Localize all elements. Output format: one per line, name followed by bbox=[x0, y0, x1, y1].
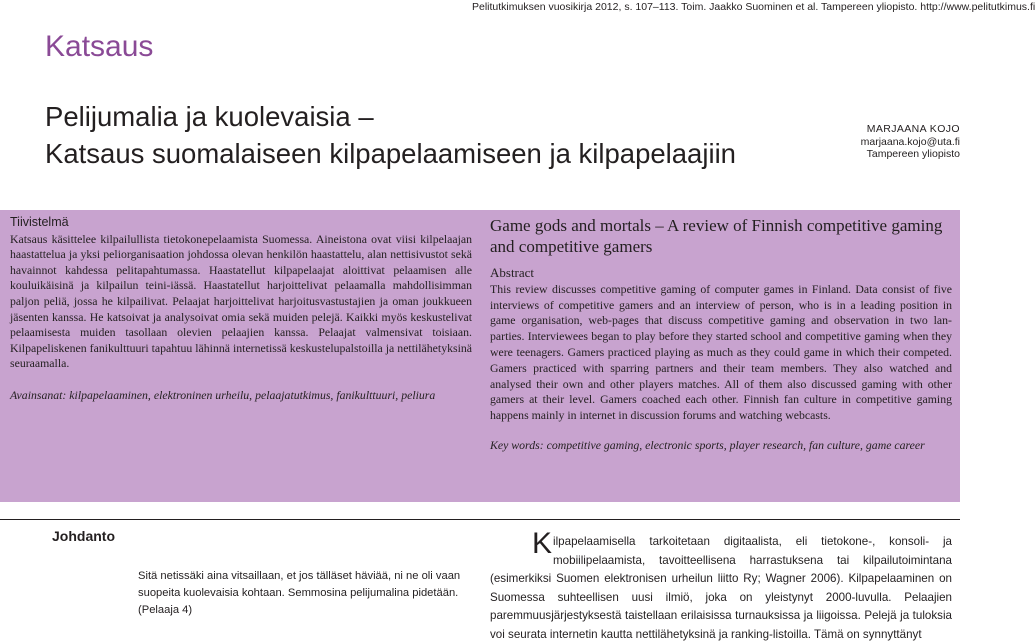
author-affiliation: Tampereen yliopisto bbox=[866, 148, 960, 160]
quote-line-1: Sitä netissäki aina vitsaillaan, et jos tälläset häviää, ni ne oli vaan bbox=[138, 570, 461, 582]
author-block bbox=[720, 123, 960, 161]
drop-cap: K bbox=[532, 527, 553, 560]
quote-attribution: (Pelaaja 4) bbox=[138, 604, 193, 616]
abstract-en-heading: Abstract bbox=[490, 265, 535, 280]
intro-body bbox=[490, 527, 952, 644]
english-title: Game gods and mortals – A review of Finnish competitive gaming and competitive gamers bbox=[490, 216, 943, 256]
author-email: marjaana.kojo@uta.fi bbox=[860, 135, 960, 148]
intro-heading: Johdanto bbox=[52, 528, 115, 544]
intro-body-text: ilpapelaamisella tarkoitetaan digitaalista, eli tietokone-, konsoli- ja mobiilipelaamista, tavoitteellisena harrastuksena tai kilpailutoimintana (esimerkiksi Suomen elektronisen urheilun liitto Ry; Wagner 2006). Kilpapelaaminen on Suomessa suhteellisen uusi ilmiö, joka on yleistynyt 2000-luvulla. Pelaajien paremmuusjärjestyksestä taistellaan erilaisissa turnauksissa ja liigoissa. Pelejä ja tuloksia voi seurata internetin kautta nettilähetyksinä ja ranking-listoilla. Tämä on synnyttänyt bbox=[490, 535, 952, 641]
title-line-1: Pelijumalia ja kuolevaisia – bbox=[45, 101, 374, 132]
abstract-en-keywords: Key words: competitive gaming, electronic sports, player research, fan culture, game career bbox=[490, 437, 925, 452]
abstract-fi-keywords: Avainsanat: kilpapelaaminen, elektroninen urheilu, pelaajatutkimus, fanikulttuuri, peliura bbox=[10, 387, 436, 402]
citation-header: Pelitutkimuksen vuosikirja 2012, s. 107–113. Toim. Jaakko Suominen et al. Tampereen yliopisto. http://www.pelitutkimus.fi bbox=[472, 1, 1035, 13]
abstract-english bbox=[490, 215, 952, 454]
article-title bbox=[45, 98, 736, 172]
abstract-fi-heading: Tiivistelmä bbox=[10, 215, 69, 229]
abstract-finnish bbox=[10, 215, 472, 404]
section-divider bbox=[0, 519, 960, 520]
title-line-2: Katsaus suomalaiseen kilpapelaamiseen ja kilpapelaajiin bbox=[45, 138, 736, 169]
abstract-en-body: This review discusses competitive gaming of computer games in Finland. Data consist of five interviews of competitive gamers and an interview of person, who is in a leading position in game organisation, web-pages that discuss competitive gaming and observation in two lan-parties. Interviewees began to play before they started school and competitive gaming when they were teenagers. Gamers practiced playing as much as they could game in which their competed. Gamers practiced with sparring partners and their team members. They also watched and analysed their own and other players matches. All of them also discussed gaming with other gamers at their level. Gamers coached each other. Finnish fan culture in competitive gaming happens mainly in internet in discussion forums and watching webcasts. bbox=[490, 281, 952, 423]
abstract-fi-body: Katsaus käsittelee kilpailullista tietokonepelaamista Suomessa. Aineistona ovat viisi kilpelaajan haastattelua ja yksi peliorganisaation johdossa olevan henkilön haastattelu, alan nettisivustot sekä havainnot kahdessa pelitapahtumassa. Haastatellut kilpapelaajat aloittivat pelaamisen alle kouluikäisinä ja kilpailun teini-iässä. Haastatellut harjoittelivat pelaamalla mahdollisimman paljon peliä, jossa he kilpailivat. Pelaajat harjoittelivat harjoitusvastustajien ja oman joukkueen jäsenten kanssa. He katsoivat ja analysoivat omia sekä muiden pelejä. Kaikki myös keskustelivat pelaamisesta muiden tasollaan olevien pelaajien kanssa. Pelaajat valmensivat toisiaan. Kilpapeliskenen fanikulttuuri tapahtuu lähinnä internetissä keskustelupalstoilla ja nettilähetyksinä seuraamalla. bbox=[10, 231, 472, 371]
section-label: Katsaus bbox=[45, 30, 154, 63]
intro-quote bbox=[138, 568, 478, 619]
quote-line-2: suopeita kuolevaisia kohtaan. Semmosina pelijumalina pidetään. bbox=[138, 587, 459, 599]
author-name: MARJAANA KOJO bbox=[866, 123, 960, 135]
